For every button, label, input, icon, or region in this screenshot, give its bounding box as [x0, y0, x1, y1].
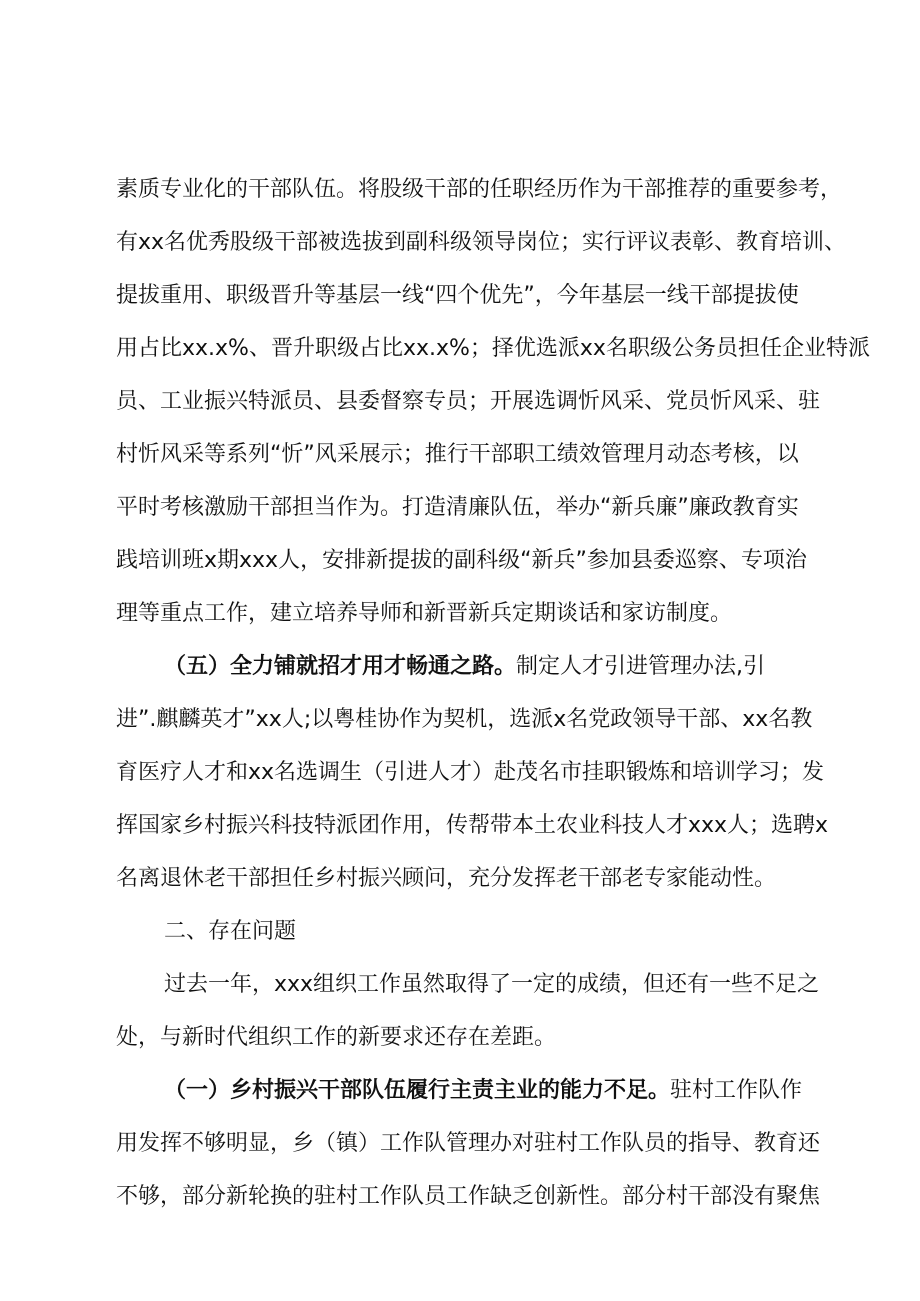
- paragraph-line: 有xx名优秀股级干部被选拔到副科级领导岗位；实行评议表彰、教育培训、: [116, 230, 847, 255]
- paragraph-line: 素质专业化的干部队伍。将股级干部的任职经历作为干部推荐的重要参考，: [116, 177, 843, 202]
- section-5-title: （五）全力铺就招才用才畅通之路。: [164, 654, 517, 679]
- paragraph-line: 用占比xx.x%、晋升职级占比xx.x%；择优选派xx名职级公务员担任企业特派: [116, 336, 870, 361]
- paragraph-line: 提拔重用、职级晋升等基层一线“四个优先”，今年基层一线干部提拔使: [116, 283, 799, 308]
- paragraph-line: 村忻风采等系列“忻”风采展示；推行干部职工绩效管理月动态考核，以: [116, 442, 799, 467]
- section-heading: 二、存在问题: [164, 919, 297, 944]
- problem-1-text: 驻村工作队作: [670, 1078, 803, 1103]
- document-body: [116, 163, 870, 1223]
- paragraph-line: 处，与新时代组织工作的新要求还存在差距。: [116, 1025, 557, 1050]
- paragraph-line: 不够，部分新轮换的驻村工作队员工作缺乏创新性。部分村干部没有聚焦: [116, 1184, 821, 1209]
- paragraph-line: 进”.麒麟英才”xx人;以粤桂协作为契机，选派x名党政领导干部、xx名教: [116, 707, 813, 732]
- paragraph-line: 用发挥不够明显，乡（镇）工作队管理办对驻村工作队员的指导、教育还: [116, 1131, 821, 1156]
- paragraph-line: 育医疗人才和xx名选调生（引进人才）赴茂名市挂职锻炼和培训学习；发: [116, 760, 825, 785]
- paragraph-line: 践培训班x期xxx人，安排新提拔的副科级“新兵”参加县委巡察、专项治: [116, 548, 807, 573]
- section-5-first-line: [116, 640, 816, 693]
- paragraph-line: 员、工业振兴特派员、县委督察专员；开展选调忻风采、党员忻风采、驻: [116, 389, 821, 414]
- problem-1-first-line: [116, 1064, 816, 1117]
- paragraph-line: 名离退休老干部担任乡村振兴顾问，充分发挥老干部老专家能动性。: [116, 866, 777, 891]
- paragraph-line: 理等重点工作，建立培养导师和新晋新兵定期谈话和家访制度。: [116, 601, 733, 626]
- paragraph-line: 过去一年，xxx组织工作虽然取得了一定的成绩，但还有一些不足之: [164, 972, 820, 997]
- paragraph-line: 平时考核激励干部担当作为。打造清廉队伍，举办“新兵廉”廉政教育实: [116, 495, 799, 520]
- problem-1-title: （一）乡村振兴干部队伍履行主责主业的能力不足。: [164, 1078, 671, 1103]
- section-5-text: 制定人才引进管理办法,引: [516, 654, 766, 679]
- paragraph-line: 挥国家乡村振兴科技特派团作用，传帮带本土农业科技人才xxx人；选聘x: [116, 813, 829, 838]
